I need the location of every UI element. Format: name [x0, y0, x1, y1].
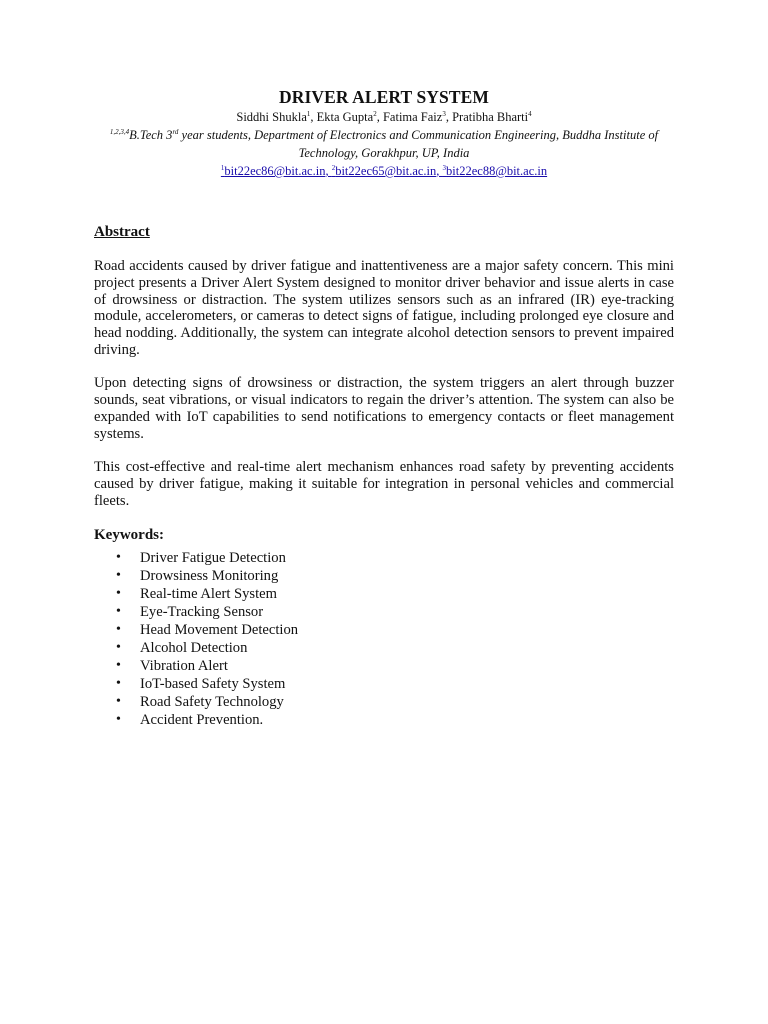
email-link[interactable]: $^1$bit22ec86@bit.ac.in, — [220, 163, 332, 178]
keyword-item — [94, 711, 674, 729]
keyword-item — [94, 639, 674, 657]
author-list: Siddhi Shukla$^1$, Ekta Gupta$^2$, Fatima Faiz$^3$, Pratibha Bharti$^4$ — [236, 109, 532, 124]
email-address: bit22ec88@bit.ac.in — [446, 164, 548, 178]
keyword-item — [94, 549, 674, 567]
keywords-heading: Keywords: — [94, 527, 164, 544]
email-link[interactable] — [443, 164, 548, 178]
abstract-paragraph: Upon detecting signs of drowsiness or distraction, the system triggers an alert through buzzer sounds, seat vibrations, or visual indicators to regain the driver’s attention. The system can also be expanded with IoT capabilities to send notifications to emergency contacts or fleet management systems. — [94, 375, 674, 442]
keyword-text: IoT-based Safety System — [140, 676, 286, 693]
abstract-paragraph: Road accidents caused by driver fatigue and inattentiveness are a major safety concern. This mini project presents a Driver Alert System designed to monitor driver behavior and issue alerts in case of drowsiness or distraction. The system utilizes sensors such as an infrared (IR) eye-tracking module, accelerometers, or cameras to detect signs of fatigue, including prolonged eye closure and head nodding. Additionally, the system can integrate alcohol detection sensors to prevent impaired driving. — [94, 258, 674, 358]
author-name: Ekta Gupta — [316, 110, 374, 124]
keyword-text: Head Movement Detection — [140, 622, 299, 639]
bullet-icon: • — [116, 586, 121, 602]
author-affiliation-mark: 3 — [442, 109, 446, 118]
keyword-item — [94, 693, 674, 711]
bullet-icon: • — [116, 550, 121, 566]
bullet-icon: • — [116, 712, 121, 728]
author-affiliation-mark: 1 — [306, 109, 311, 118]
keyword-text: Real-time Alert System — [140, 586, 277, 603]
affiliation-mark: 1,2,3,4 — [109, 127, 130, 136]
keyword-item — [94, 657, 674, 675]
keyword-item — [94, 603, 674, 621]
affiliation-text-start: B.Tech 3 — [129, 128, 173, 142]
bullet-icon: • — [116, 658, 121, 674]
email-list — [94, 162, 674, 180]
keyword-text: Alcohol Detection — [140, 640, 248, 657]
paper-title: DRIVER ALERT SYSTEM — [278, 87, 490, 107]
keyword-text: Road Safety Technology — [140, 694, 284, 711]
author-name: Fatima Faiz — [382, 110, 443, 124]
affiliation-text-rest: year students, Department of Electronics and Communication Engineering, Buddha Institute of Technology, Gorakhpur, UP, India — [178, 128, 659, 160]
author-affiliation-mark: 4 — [528, 109, 532, 118]
keyword-item — [94, 567, 674, 585]
ordinal-suffix: rd — [172, 127, 179, 136]
abstract-paragraph: This cost-effective and real-time alert mechanism enhances road safety by preventing accidents caused by driver fatigue, making it suitable for integration in personal vehicles and commercial fleets. — [94, 458, 674, 509]
email-mark: 2 — [331, 163, 336, 172]
document-page — [94, 86, 674, 729]
author-affiliation-mark: 2 — [373, 109, 377, 118]
keyword-item — [94, 621, 674, 639]
keyword-list — [94, 549, 674, 729]
keyword-item — [94, 675, 674, 693]
keyword-text: Vibration Alert — [140, 658, 228, 675]
bullet-icon: • — [116, 622, 121, 638]
keyword-item — [94, 585, 674, 603]
email-mark: 1 — [220, 163, 225, 172]
email-address: bit22ec86@bit.ac.in — [224, 164, 326, 178]
bullet-icon: • — [116, 676, 121, 692]
abstract-heading: Abstract — [94, 224, 150, 240]
keyword-text: Eye-Tracking Sensor — [140, 604, 264, 621]
keyword-text: Accident Prevention. — [140, 712, 264, 729]
keyword-text: Driver Fatigue Detection — [140, 550, 286, 567]
email-mark: 3 — [442, 163, 447, 172]
affiliation — [84, 126, 684, 162]
email-address: bit22ec65@bit.ac.in — [335, 164, 437, 178]
author-name: Siddhi Shukla — [236, 110, 307, 124]
bullet-icon: • — [116, 694, 121, 710]
author-name: Pratibha Bharti — [452, 110, 529, 124]
bullet-icon: • — [116, 568, 121, 584]
email-link[interactable]: $^2$bit22ec65@bit.ac.in, — [331, 163, 443, 178]
bullet-icon: • — [116, 640, 121, 656]
keyword-text: Drowsiness Monitoring — [140, 568, 279, 585]
bullet-icon: • — [116, 604, 121, 620]
